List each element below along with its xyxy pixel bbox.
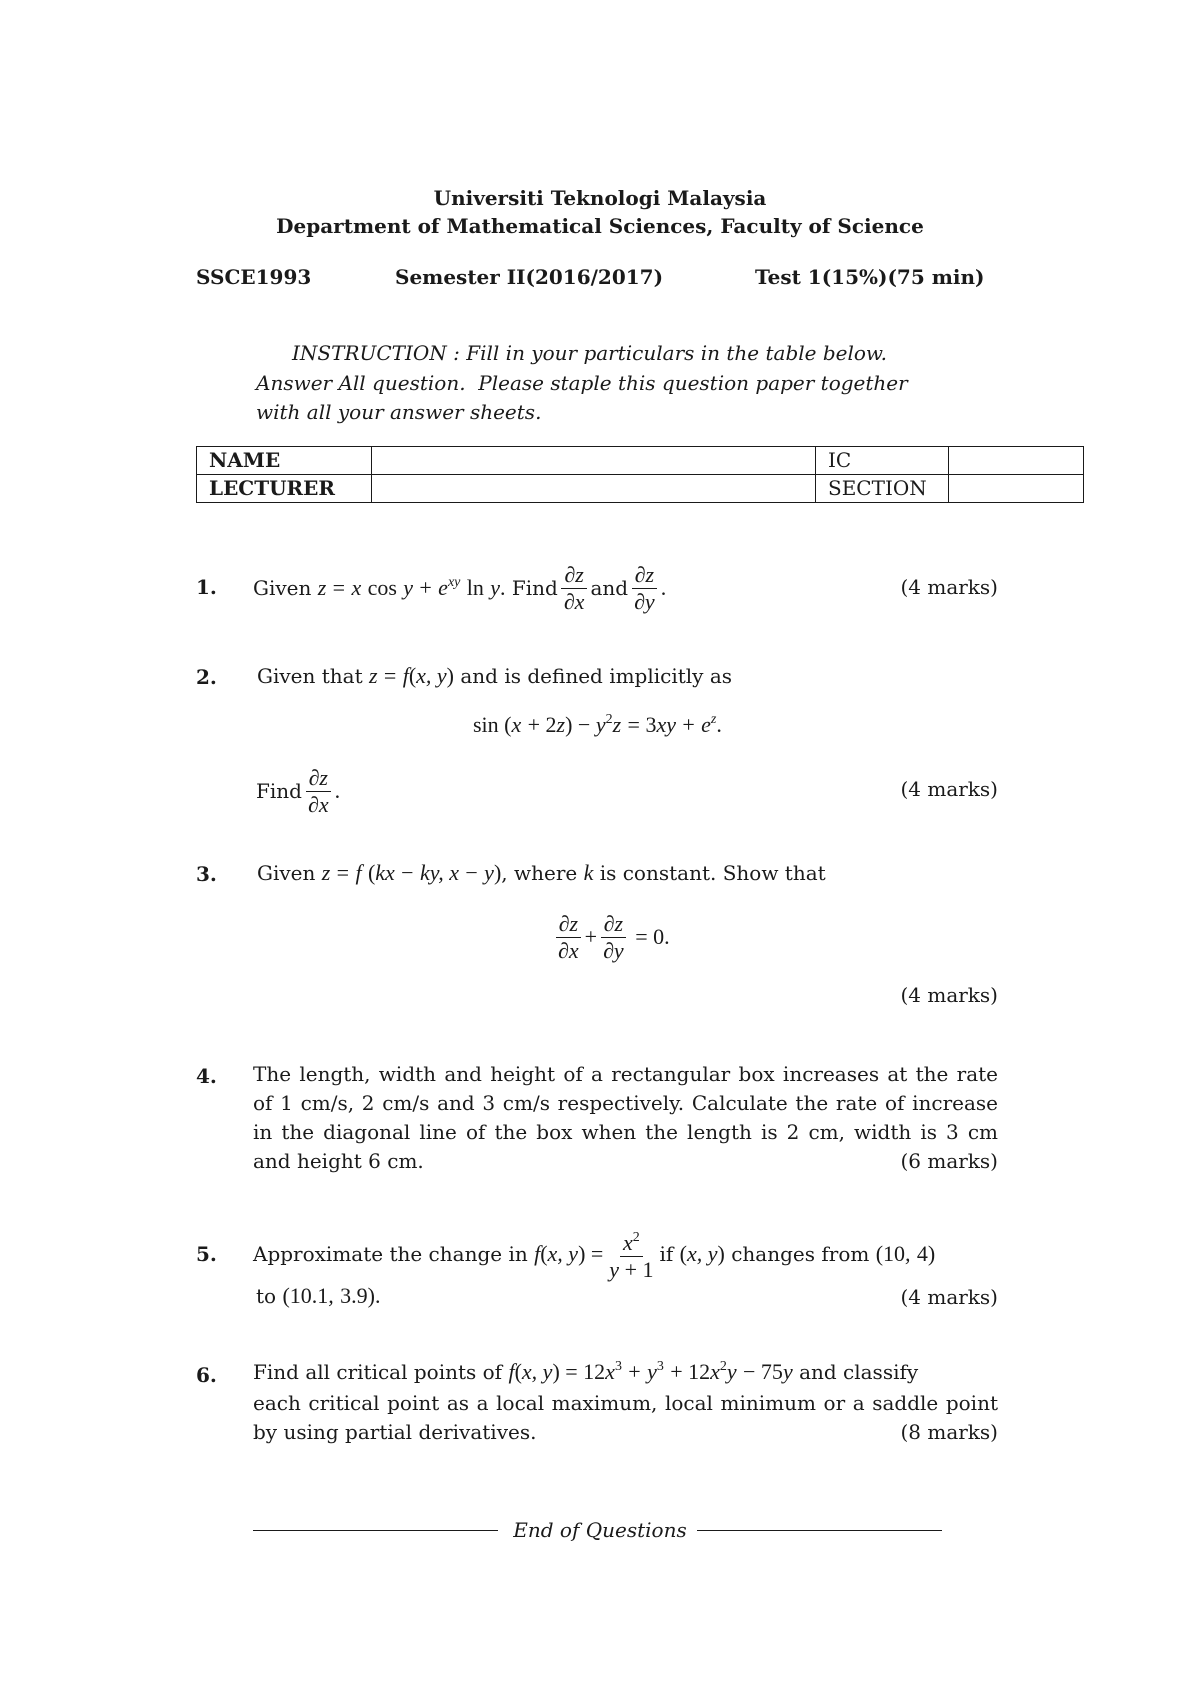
question-4-line-2: of 1 cm/s, 2 cm/s and 3 cm/s respectively. Calculate the rate of increase xyxy=(253,1091,998,1115)
name-field[interactable] xyxy=(372,447,816,475)
semester: Semester II(2016/2017) xyxy=(395,265,664,289)
q2-find: Find xyxy=(256,779,302,803)
q3-show: is constant. Show that xyxy=(599,861,826,885)
ic-label: IC xyxy=(816,447,949,475)
q1-find: Find xyxy=(511,576,558,600)
dz-dy-fraction: $\frac{\partial z}{\partial y}$ xyxy=(631,562,658,615)
q6-classify: and classify xyxy=(799,1360,919,1384)
question-6-number: 6. xyxy=(196,1363,217,1387)
x2-over-y1-fraction: $\frac{x^2}{y + 1}$ xyxy=(606,1225,656,1283)
table-row xyxy=(197,475,1084,503)
q3-given: Given xyxy=(257,861,316,885)
question-1-marks: (4 marks) xyxy=(900,575,998,599)
question-2-equation: $\sin (x + 2z) - y^2z = 3xy + e^z$. xyxy=(473,712,722,737)
department-name: Department of Mathematical Sciences, Faculty of Science xyxy=(276,214,924,238)
lecturer-label: LECTURER xyxy=(197,475,372,503)
dz-dx-fraction: $\frac{\partial z}{\partial x}$ xyxy=(305,765,332,818)
instruction-line-3: with all your answer sheets. xyxy=(256,400,542,424)
question-4-line-3: in the diagonal line of the box when the length is 2 cm, width is 3 cm xyxy=(253,1120,998,1144)
dz-dx-fraction: $\frac{\partial z}{\partial x}$ xyxy=(555,911,582,964)
question-5-number: 5. xyxy=(196,1242,217,1266)
q5-approx: Approximate the change in xyxy=(253,1242,528,1266)
question-4-number: 4. xyxy=(196,1064,217,1088)
lecturer-field[interactable] xyxy=(372,475,816,503)
question-3-marks: (4 marks) xyxy=(900,983,998,1007)
table-row xyxy=(197,447,1084,475)
question-6-line-1: Find all critical points of f(x, $y) = 12x^3 + y^3 + 12x^2y - 75y$ and classify xyxy=(253,1359,919,1384)
q2-implicit: and is defined implicitly as xyxy=(460,664,733,688)
instruction-line-2: Answer All question. Please staple this question paper together xyxy=(256,371,908,395)
question-2-number: 2. xyxy=(196,665,217,689)
section-field[interactable] xyxy=(949,475,1084,503)
ic-field[interactable] xyxy=(949,447,1084,475)
question-6-marks: (8 marks) xyxy=(900,1420,998,1444)
name-label: NAME xyxy=(197,447,372,475)
question-2-marks: (4 marks) xyxy=(900,777,998,801)
q1-given: Given xyxy=(253,576,312,600)
question-5-line-2: to (10.1, 3.9). xyxy=(256,1283,381,1308)
dz-dx-fraction: $\frac{\partial z}{\partial x}$ xyxy=(561,562,588,615)
particulars-table xyxy=(196,446,1084,503)
footer-rule-right xyxy=(697,1530,942,1531)
university-name: Universiti Teknologi Malaysia xyxy=(433,186,767,210)
question-4-marks: (6 marks) xyxy=(900,1149,998,1173)
question-1-number: 1. xyxy=(196,575,217,599)
question-6-line-2: each critical point as a local maximum, local minimum or a saddle point xyxy=(253,1391,998,1415)
question-6-line-3: by using partial derivatives. xyxy=(253,1420,537,1444)
question-5-text: Approximate the change in f ( x, y ) = $\frac{x^2}{y + 1}$ if ( x, y ) changes from (10 , 4) xyxy=(253,1221,935,1287)
question-4-line-4: and height 6 cm. xyxy=(253,1149,424,1173)
dz-dy-fraction: $\frac{\partial z}{\partial y}$ xyxy=(600,911,627,964)
question-2-text: Given that z = f(x, y) and is defined implicitly as xyxy=(257,663,733,688)
question-3-number: 3. xyxy=(196,862,217,886)
q5-if: if xyxy=(659,1242,674,1266)
question-5-marks: (4 marks) xyxy=(900,1285,998,1309)
course-code: SSCE1993 xyxy=(196,265,312,289)
question-1-text: Given z = x cos y + $e^{xy}$ ln y . Find $\frac{\partial z}{\partial x}$ and $\frac{\partial z}{\partial y}$ . xyxy=(253,561,667,614)
section-label: SECTION xyxy=(816,475,949,503)
question-4-line-1: The length, width and height of a rectangular box increases at the rate xyxy=(253,1062,998,1086)
instruction-line-1: INSTRUCTION : Fill in your particulars in the table below. xyxy=(292,341,888,365)
question-3-text: Given z = f (kx − ky, x − y), where k is constant. Show that xyxy=(257,860,826,885)
question-2-find: Find $\frac{\partial z}{\partial x}$ . xyxy=(256,764,341,817)
q5-changes: changes from xyxy=(731,1242,870,1266)
test-info: Test 1(15%)(75 min) xyxy=(755,265,985,289)
q1-and: and xyxy=(590,576,629,600)
q5-to: to xyxy=(256,1284,277,1308)
q3-where: , where xyxy=(501,861,578,885)
q6-find: Find all critical points of xyxy=(253,1360,503,1384)
question-3-equation: $\frac{\partial z}{\partial x}$ + $\frac{\partial z}{\partial y}$ = 0. xyxy=(552,906,670,968)
q2-given: Given that xyxy=(257,664,363,688)
end-of-questions: End of Questions xyxy=(513,1518,687,1542)
